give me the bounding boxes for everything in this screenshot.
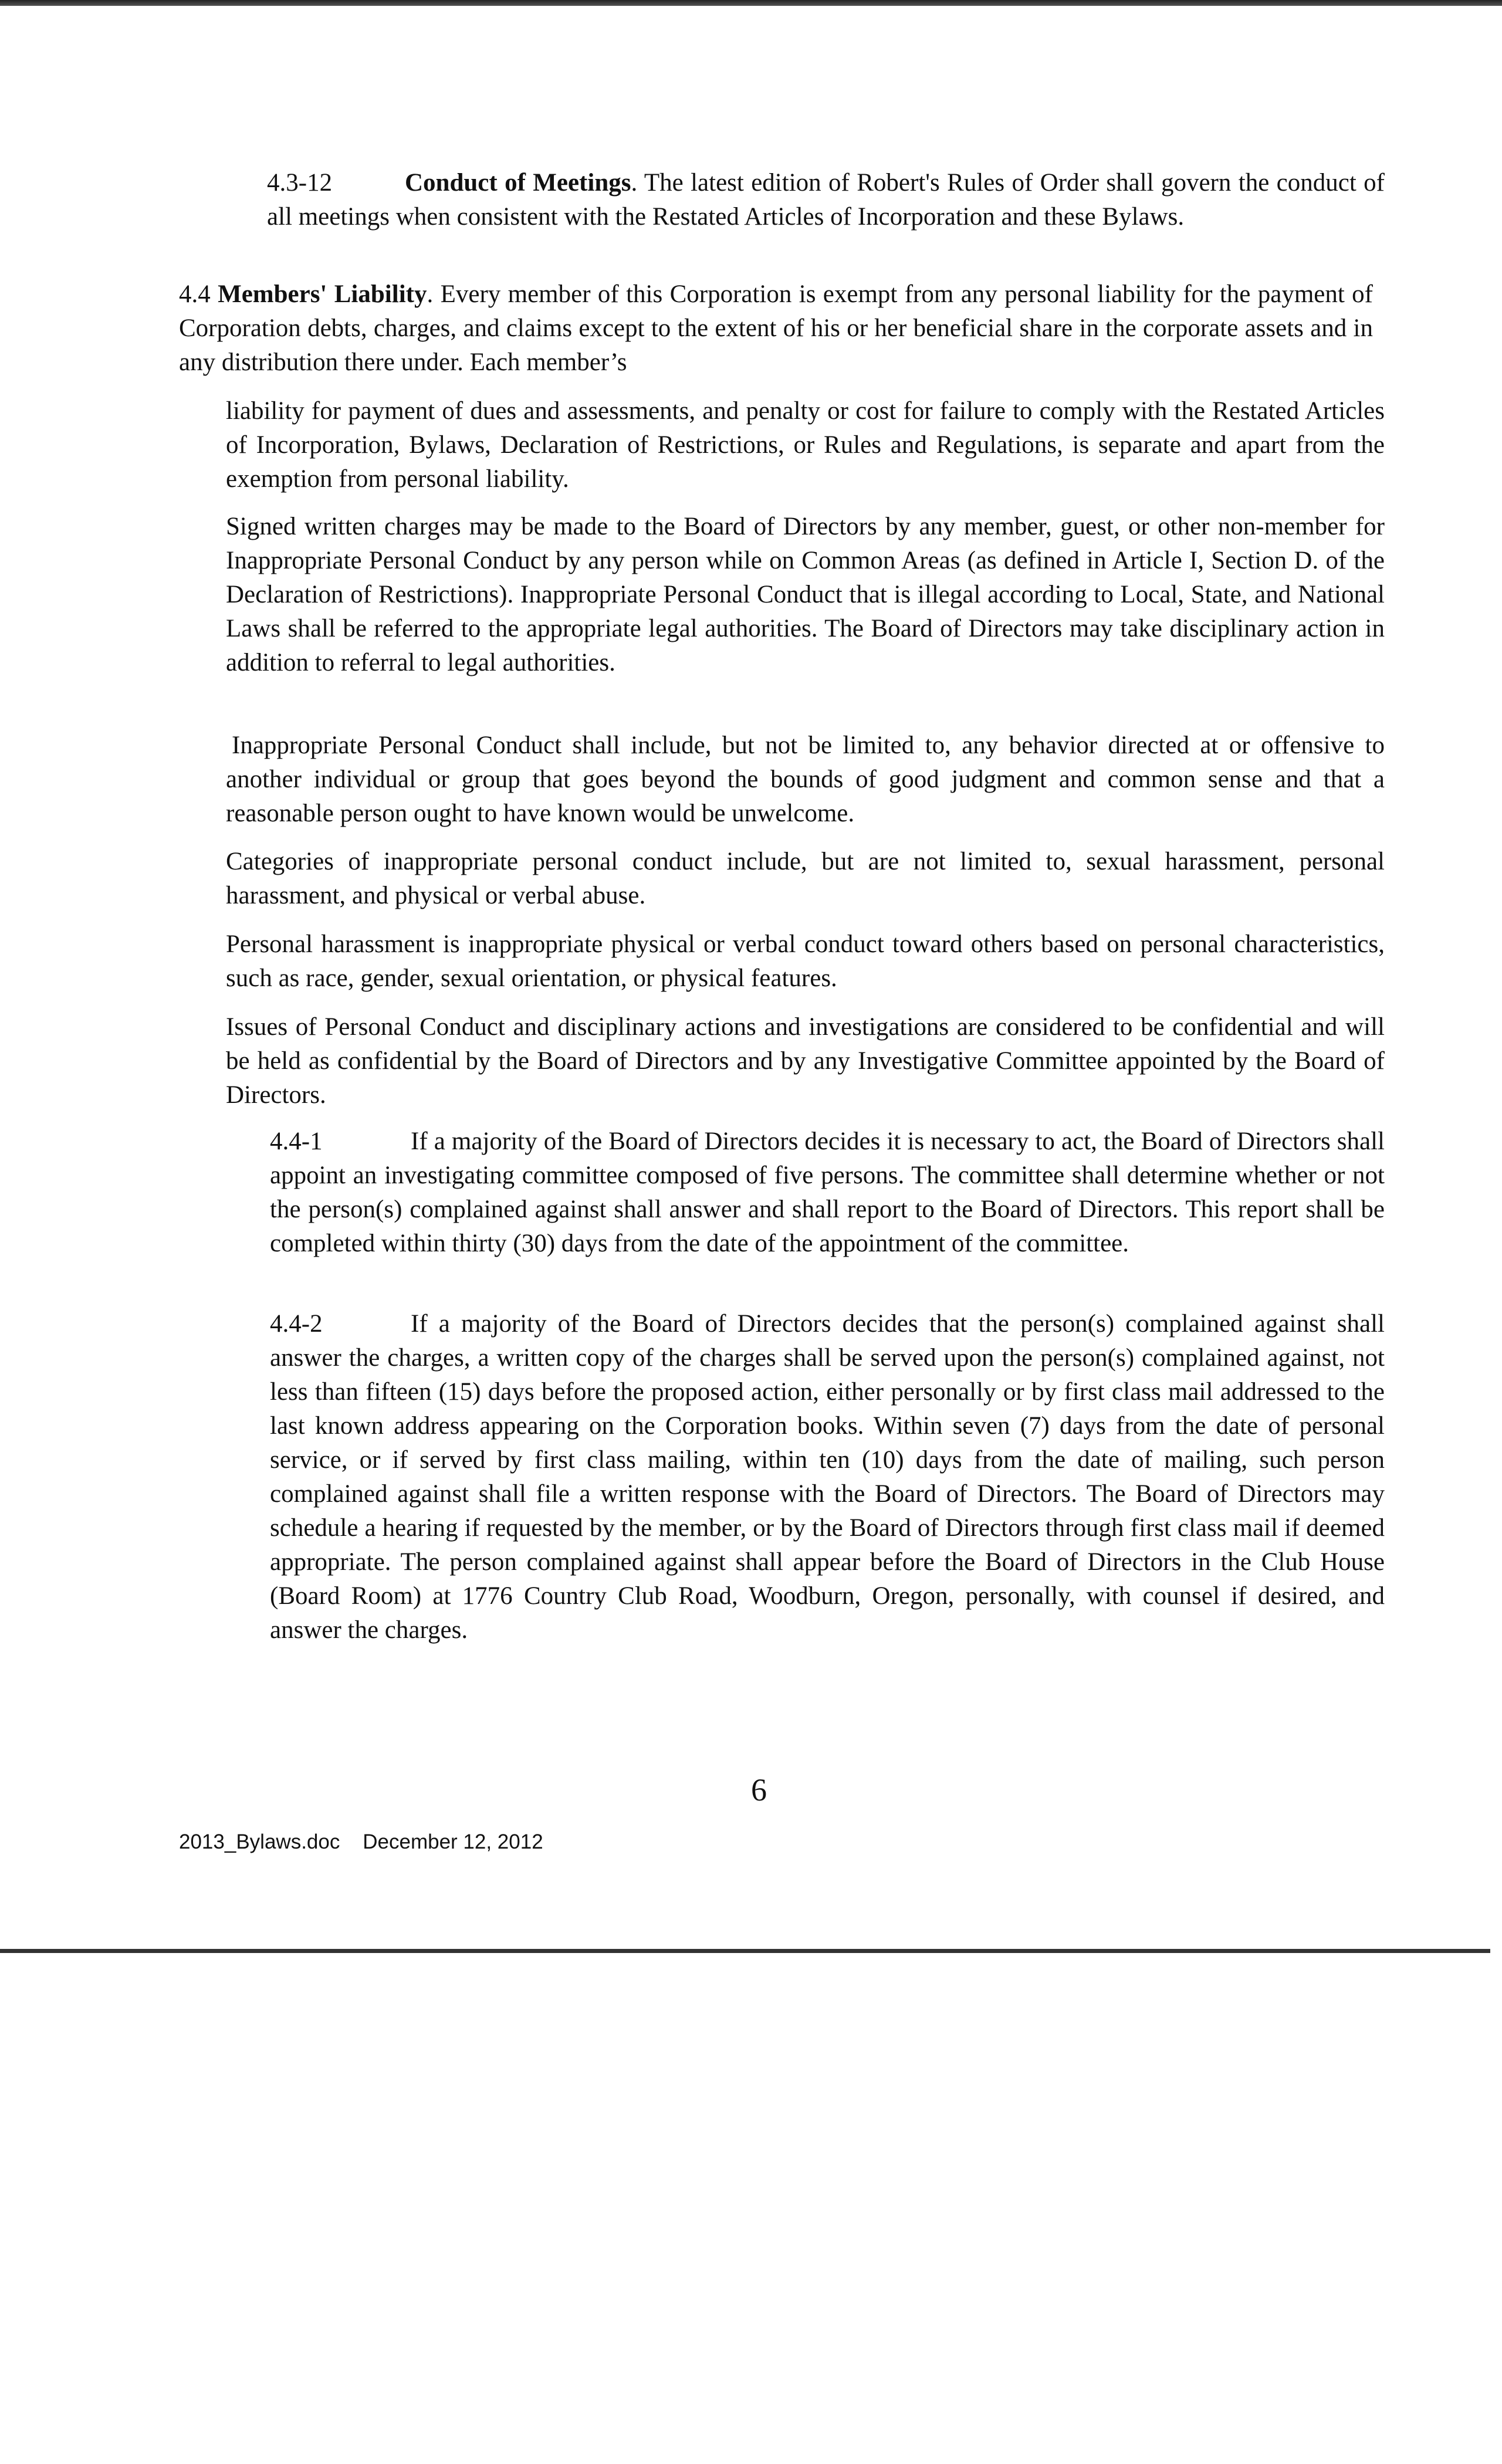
section-text: . Every member of this Corporation is exempt from any personal liability for the payment of Corporation debts, charges, and claims except to the extent of his or her beneficial share in the corporate assets and in any distribution there under. Each member’s [179,280,1373,376]
paragraph-confidentiality: Issues of Personal Conduct and disciplinary actions and investigations are considered to be confidential and will be held as confidential by the Board of Directors and by any Investigative Committee appointed by the Board of Directors. [226,1013,1385,1109]
footer-date: December 12, 2012 [363,1830,543,1853]
scan-bottom-border [0,1949,1490,1953]
section-heading: Conduct of Meetings [405,169,631,197]
section-text: . The latest edition of Robert's Rules of Order shall govern the conduct of all meetings when consistent with the Restated Articles of Incorporation and these Bylaws. [267,169,1385,231]
footer-filename: 2013_Bylaws.doc [179,1830,340,1853]
paragraph-conduct-definition: Inappropriate Personal Conduct shall include, but not be limited to, any behavior directed at or offensive to another individual or group that goes beyond the bounds of good judgment and common sense and that a reasonable person ought to have known would be unwelcome. [226,732,1385,827]
section-text: If a majority of the Board of Directors decides that the person(s) complained against shall answer the charges, a written copy of the charges shall be served upon the person(s) complained against, not less than fifteen (15) days before the proposed action, either personally or by first class mail addressed to the last known address appearing on the Corporation books. Within seven (7) days from the date of personal service, or if served by first class mailing, within ten (10) days from the date of mailing, such person complained against shall file a written response with the Board of Directors. The Board of Directors may schedule a hearing if requested by the member, or by the Board of Directors through first class mail if deemed appropriate. The person complained against shall appear before the Board of Directors in the Club House (Board Room) at 1776 Country Club Road, Woodburn, Oregon, personally, with counsel if desired, and answer the charges. [270,1310,1385,1644]
paragraph-liability: liability for payment of dues and assessments, and penalty or cost for failure to comply with the Restated Articles of Incorporation, Bylaws, Declaration of Restrictions, or Rules and Regulations, is separate and apart from the exemption from personal liability. [226,397,1385,493]
paragraph-signed-charges: Signed written charges may be made to the Board of Directors by any member, guest, or other non-member for Inappropriate Personal Conduct by any person while on Common Areas (as defined in Article I, Section D. of the Declaration of Restrictions). Inappropriate Personal Conduct that is illegal according to Local, State, and National Laws shall be referred to the appropriate legal authorities. The Board of Directors may take disciplinary action in addition to referral to legal authorities. [226,513,1385,676]
section-number: 4.4-2 [270,1310,323,1338]
section-number: 4.3-12 [267,169,333,197]
section-4-4 [179,277,1373,380]
section-4-4-2 [270,1307,1385,1647]
footer-file-info [179,1830,543,1854]
section-heading: Members' Liability [218,280,427,308]
section-number: 4.4-1 [270,1128,323,1155]
section-4-3-12 [267,166,1385,234]
page-number: 6 [751,1772,767,1808]
section-number: 4.4 [179,280,211,308]
paragraph-personal-harassment: Personal harassment is inappropriate physical or verbal conduct toward others based on personal characteristics, such as race, gender, sexual orientation, or physical features. [226,930,1385,992]
paragraph-categories: Categories of inappropriate personal conduct include, but are not limited to, sexual harassment, personal harassment, and physical or verbal abuse. [226,848,1385,909]
section-text: If a majority of the Board of Directors decides it is necessary to act, the Board of Directors shall appoint an investigating committee composed of five persons. The committee shall determine whether or not the person(s) complained against shall answer and shall report to the Board of Directors. This report shall be completed within thirty (30) days from the date of the appointment of the committee. [270,1128,1385,1257]
section-4-4-1 [270,1125,1385,1261]
